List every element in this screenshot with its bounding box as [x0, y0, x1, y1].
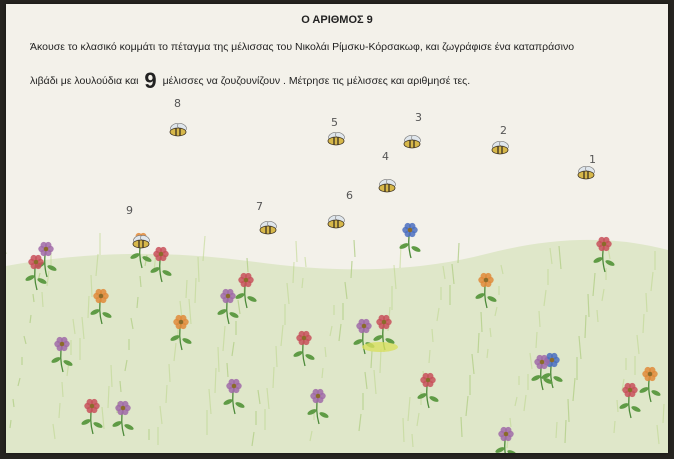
- bee-number-label: 9: [126, 204, 133, 217]
- bee-body: [379, 184, 395, 192]
- grass-fill: [6, 240, 668, 453]
- bee-7: [256, 200, 278, 234]
- flower-center: [550, 358, 555, 363]
- instruction-text-start: λιβάδι με λουλούδια και: [30, 75, 139, 87]
- yellow-green-patch: [362, 342, 398, 352]
- flower-leaf: [399, 242, 410, 250]
- bee-8: [169, 97, 188, 136]
- bee-number-label: 5: [331, 116, 338, 129]
- bee-number-label: 3: [415, 111, 422, 124]
- flower-center: [244, 278, 249, 283]
- bee-body: [260, 226, 276, 234]
- bee-body: [492, 146, 508, 154]
- bee-2: [491, 124, 510, 154]
- bee-body: [404, 140, 420, 148]
- flower-center: [90, 404, 95, 409]
- grass-stroke: [296, 241, 297, 262]
- bee-number-label: 6: [346, 189, 353, 202]
- flower-center: [602, 242, 607, 247]
- grass-meadow: [6, 233, 668, 453]
- flower-center: [484, 278, 489, 283]
- grass-stroke: [458, 243, 459, 263]
- bee-6: [327, 189, 353, 228]
- flower-center: [504, 432, 509, 437]
- instruction-line-2: [30, 68, 470, 94]
- bee-body: [170, 128, 186, 136]
- flower-center: [226, 294, 231, 299]
- instruction-line-1: Άκουσε το κλασικό κομμάτι το πέταγμα της μέλισσας του Νικολάι Ρίμσκυ-Κόρσακωφ, και ζωγράφισε ένα καταπράσινο: [30, 41, 575, 53]
- bee-4: [378, 150, 397, 192]
- bee-number-label: 2: [500, 124, 507, 137]
- flower-center: [628, 388, 633, 393]
- bee-number-label: 7: [256, 200, 263, 213]
- flower-center: [540, 360, 545, 365]
- flower-center: [426, 378, 431, 383]
- flower-center: [362, 324, 367, 329]
- bee-body: [133, 240, 149, 248]
- bee-9: [126, 204, 151, 248]
- worksheet-title: Ο ΑΡΙΘΜΟΣ 9: [301, 14, 373, 26]
- bee-body: [328, 220, 344, 228]
- flower-center: [34, 260, 39, 265]
- flower-center: [179, 320, 184, 325]
- grass-stroke: [354, 240, 355, 257]
- bee-number-label: 1: [589, 153, 596, 166]
- flower-center: [648, 372, 653, 377]
- bee-5: [327, 116, 346, 145]
- flower: [399, 223, 422, 258]
- flower-center: [232, 384, 237, 389]
- flower-center: [382, 320, 387, 325]
- flower-center: [60, 342, 65, 347]
- bee-number-label: 8: [174, 97, 181, 110]
- instruction-text-end: μέλισσες να ζουζουνίζουν . Μέτρησε τις μέλισσες και αριθμησέ τες.: [162, 75, 471, 87]
- flower-center: [44, 247, 49, 252]
- bee-3: [403, 111, 422, 148]
- bee-1: [577, 153, 596, 179]
- flower-center: [121, 406, 126, 411]
- worksheet: [6, 4, 668, 453]
- grass-stroke: [305, 257, 306, 267]
- bee-number-label: 4: [382, 150, 389, 163]
- flower-leaf: [411, 245, 422, 253]
- flower-center: [408, 228, 413, 233]
- flower-center: [302, 336, 307, 341]
- bee-body: [328, 137, 344, 145]
- flower-center: [316, 394, 321, 399]
- big-number-nine: 9: [144, 68, 157, 93]
- flower-center: [99, 294, 104, 299]
- flower-center: [159, 252, 164, 257]
- bee-body: [578, 171, 594, 179]
